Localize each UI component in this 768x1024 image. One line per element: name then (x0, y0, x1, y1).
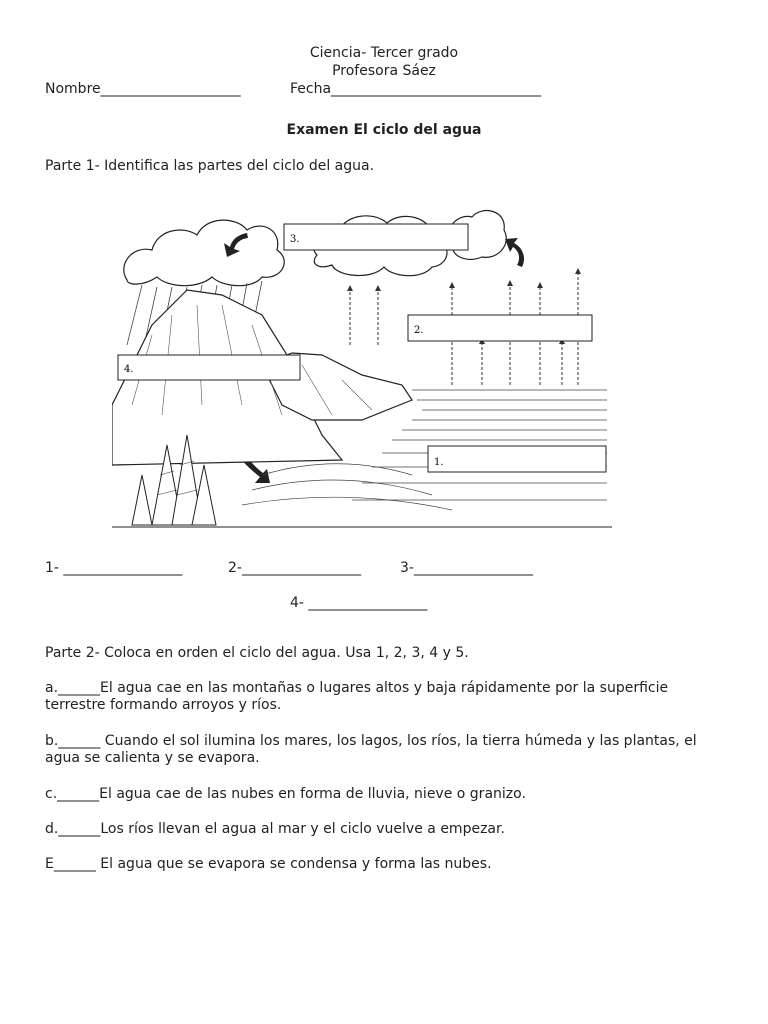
name-field[interactable]: Nombre____________________ (45, 81, 241, 97)
answer-1[interactable]: 1- _________________ (45, 560, 183, 576)
part2-instruction: Parte 2- Coloca en orden el ciclo del agua. Usa 1, 2, 3, 4 y 5. (45, 645, 469, 661)
label-1: 1. (434, 457, 444, 468)
label-box-1[interactable] (428, 446, 606, 472)
label-4: 4. (124, 364, 134, 375)
exam-title: Examen El ciclo del agua (286, 122, 482, 138)
answer-2[interactable]: 2-_________________ (228, 560, 361, 576)
order-item-d: d.______Los ríos llevan el agua al mar y el ciclo vuelve a empezar. (45, 821, 505, 837)
label-3: 3. (290, 234, 300, 245)
answer-4[interactable]: 4- _________________ (290, 595, 428, 611)
teacher-line: Profesora Sáez (332, 63, 436, 79)
order-item-a: a.______El agua cae en las montañas o lugares altos y baja rápidamente por la superficie terrestre formando arroyos y ríos. (45, 680, 669, 713)
label-box-2[interactable] (408, 315, 592, 341)
label-2: 2. (414, 325, 424, 336)
label-box-3[interactable] (284, 224, 468, 250)
subject-line: Ciencia- Tercer grado (309, 45, 459, 61)
part1-instruction: Parte 1- Identifica las partes del ciclo del agua. (45, 158, 375, 174)
order-item-b: b.______ Cuando el sol ilumina los mares, los lagos, los ríos, la tierra húmeda y las plantas, el agua se calienta y se evapora. (45, 733, 697, 766)
water-cycle-diagram (112, 205, 612, 531)
answer-3[interactable]: 3-_________________ (400, 560, 533, 576)
order-item-e: E______ El agua que se evapora se condensa y forma las nubes. (45, 856, 492, 872)
date-field[interactable]: Fecha______________________________ (290, 81, 542, 97)
order-item-c: c.______El agua cae de las nubes en forma de lluvia, nieve o granizo. (45, 786, 526, 802)
label-box-4[interactable] (118, 355, 300, 380)
